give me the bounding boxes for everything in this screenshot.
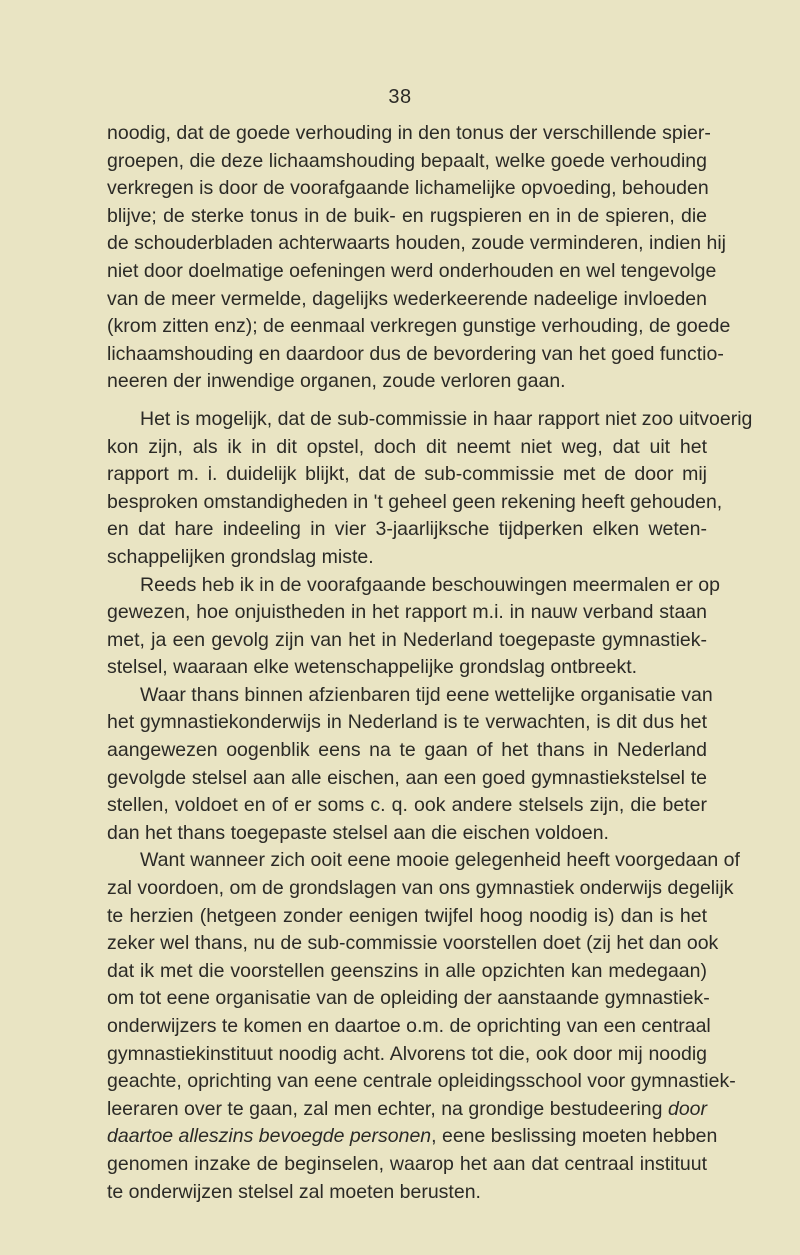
text-line: (krom zitten enz); de eenmaal verkregen gunstige verhouding, de goede [107, 315, 731, 338]
text-line: zal voordoen, om de grondslagen van ons gymnastiek onderwijs degelijk [107, 877, 734, 900]
text-line: genomen inzake de beginselen, waarop het aan dat centraal instituut [107, 1152, 707, 1175]
text-line-plain: leeraren over te gaan, zal men echter, na grondige bestudeering [107, 1097, 663, 1120]
text-line: Waar thans binnen afzienbaren tijd eene wettelijke organisatie van [140, 683, 713, 706]
text-line: groepen, die deze lichaamshouding bepaalt, welke goede verhouding [107, 149, 707, 172]
text-line: met, ja een gevolg zijn van het in Nederland toegepaste gymnastiek- [107, 628, 707, 651]
text-line: stelsel, waaraan elke wetenschappelijke grondslag ontbreekt. [107, 656, 638, 679]
text-line [107, 1096, 707, 1124]
text-line: Het is mogelijk, dat de sub-commissie in haar rapport niet zoo uitvoerig [140, 407, 753, 430]
text-line: gewezen, hoe onjuistheden in het rapport m.i. in nauw verband staan [107, 601, 707, 624]
text-line: te herzien (hetgeen zonder eenigen twijfel hoog noodig is) dan is het [107, 904, 707, 927]
paragraph [107, 572, 720, 682]
paragraph [107, 847, 740, 1206]
text-line: Reeds heb ik in de voorafgaande beschouwingen meermalen er op [140, 573, 720, 596]
text-line: aangewezen oogenblik eens na te gaan of het thans in Nederland [107, 739, 707, 762]
paragraph [107, 406, 753, 572]
text-line: stellen, voldoet en of er soms c. q. ook andere stelsels zijn, die beter [107, 794, 707, 817]
paragraph [107, 120, 731, 396]
text-line: schappelijken grondslag miste. [107, 545, 374, 568]
text-line: te onderwijzen stelsel zal moeten berusten. [107, 1180, 481, 1203]
text-line-plain: , eene beslissing moeten hebben [431, 1125, 718, 1148]
text-line: de schouderbladen achterwaarts houden, zoude verminderen, indien hij [107, 232, 726, 255]
emphasis-text: daartoe alleszins bevoegde personen [107, 1125, 432, 1148]
text-line: noodig, dat de goede verhouding in den tonus der verschillende spier- [107, 122, 711, 144]
text-line: Want wanneer zich ooit eene mooie gelegenheid heeft voorgedaan of [140, 849, 740, 872]
page-body [107, 120, 753, 1206]
page-number: 38 [388, 86, 412, 108]
text-line: en dat hare indeeling in vier 3-jaarlijksche tijdperken elken weten- [107, 518, 707, 541]
text-line: zeker wel thans, nu de sub-commissie voorstellen doet (zij het dan ook [107, 932, 719, 955]
text-line: gymnastiekinstituut noodig acht. Alvorens tot die, ook door mij noodig [107, 1042, 707, 1065]
text-line: blijve; de sterke tonus in de buik- en rugspieren en in de spieren, die [107, 204, 707, 227]
text-line: het gymnastiekonderwijs in Nederland is te verwachten, is dit dus het [107, 711, 707, 734]
paragraph [107, 682, 713, 848]
text-line: dan het thans toegepaste stelsel aan die eischen voldoen. [107, 821, 609, 844]
text-line [107, 1123, 718, 1151]
text-line: van de meer vermelde, dagelijks wederkeerende nadeelige invloeden [107, 287, 707, 310]
text-line: gevolgde stelsel aan alle eischen, aan een goed gymnastiekstelsel te [107, 766, 707, 789]
text-line: om tot eene organisatie van de opleiding der aanstaande gymnastiek- [107, 987, 710, 1010]
text-line: dat ik met die voorstellen geenszins in alle opzichten kan medegaan) [107, 959, 707, 982]
text-line: besproken omstandigheden in 't geheel geen rekening heeft gehouden, [107, 490, 723, 513]
text-line: neeren der inwendige organen, zoude verloren gaan. [107, 370, 566, 393]
text-line: lichaamshouding en daardoor dus de bevordering van het goed functio- [107, 342, 724, 365]
text-line: niet door doelmatige oefeningen werd onderhouden en wel tengevolge [107, 259, 717, 282]
text-line: kon zijn, als ik in dit opstel, doch dit neemt niet weg, dat uit het [107, 435, 707, 458]
text-line: onderwijzers te komen en daartoe o.m. de oprichting van een centraal [107, 1015, 711, 1037]
text-line: rapport m. i. duidelijk blijkt, dat de sub-commissie met de door mij [107, 463, 707, 486]
text-line: geachte, oprichting van eene centrale opleidingsschool voor gymnastiek- [107, 1070, 736, 1093]
text-line: verkregen is door de voorafgaande lichamelijke opvoeding, behouden [107, 177, 709, 200]
emphasis-text: door [667, 1097, 707, 1120]
